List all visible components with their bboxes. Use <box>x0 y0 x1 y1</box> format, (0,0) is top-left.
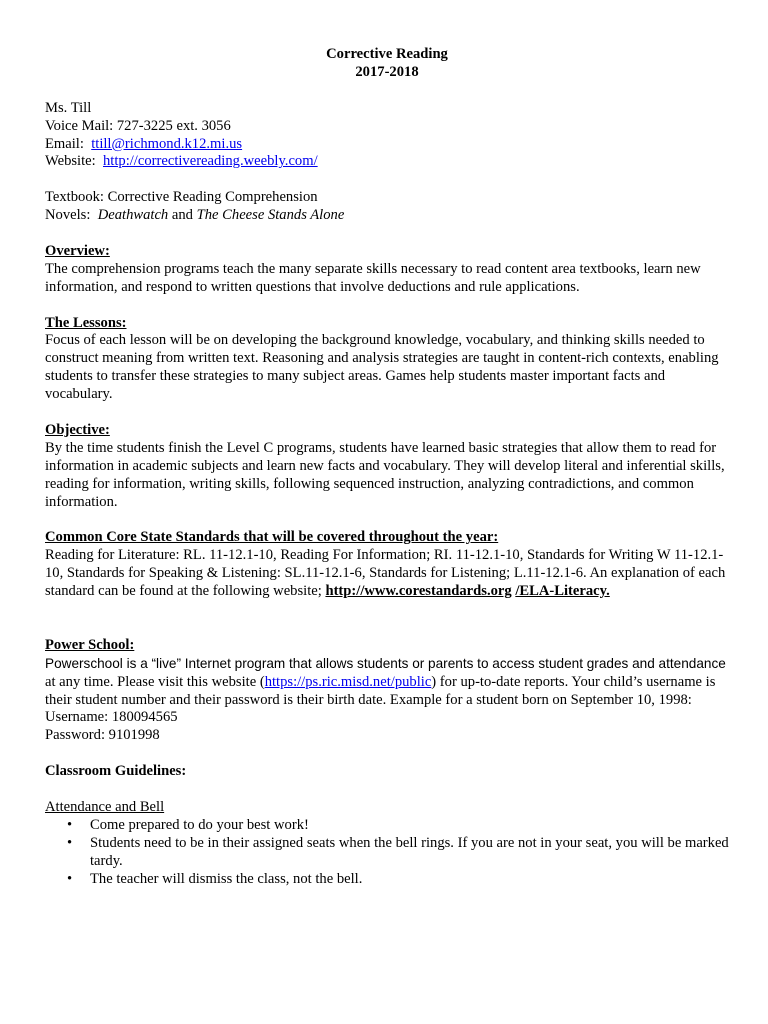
corestandards-link[interactable]: http://www.corestandards.org <box>325 583 512 600</box>
list-item-text: Students need to be in their assigned seats when the bell rings. If you are not in your seat, you will be marked tardy. <box>90 834 729 869</box>
objective-text: By the time students finish the Level C programs, students have learned basic strategies that allow them to read for information in academic subjects and learn new facts and vocabulary. They will develop literal and inferential skills, reading for information, writing skills, following sequenced instruction, analyzing contradictions, and common information. <box>45 439 725 510</box>
email-label: Email: <box>45 135 84 152</box>
list-item <box>45 871 729 889</box>
novel-cheese-stands-alone: The Cheese Stands Alone <box>196 207 345 224</box>
website-link[interactable]: http://correctivereading.weebly.com/ <box>103 153 318 170</box>
bullet-icon: • <box>67 834 73 851</box>
username-line: Username: 180094565 <box>45 709 178 726</box>
lessons-text: Focus of each lesson will be on developing the background knowledge, vocabulary, and thinking skills needed to construct meaning from written text. Reasoning and analysis strategies are taught in content-rich contexts, enabling students to transfer these strategies to many subject areas. Games help students master important facts and vocabulary. <box>45 332 719 403</box>
attendance-subheading: Attendance and Bell <box>45 798 165 815</box>
guidelines-list <box>45 817 729 889</box>
objective-heading: Objective: <box>45 421 110 438</box>
website-line <box>45 153 729 171</box>
powerschool-link[interactable]: https://ps.ric.misd.net/public <box>264 673 432 690</box>
email-link[interactable]: ttill@richmond.k12.mi.us <box>91 135 243 152</box>
novels-label: Novels: <box>45 207 91 224</box>
website-label: Website: <box>45 153 96 170</box>
list-item-text: The teacher will dismiss the class, not the bell. <box>90 870 363 887</box>
ela-literacy-link[interactable]: /ELA-Literacy. <box>515 583 610 600</box>
novels-and: and <box>171 207 193 224</box>
powerschool-intro: Powerschool is a “live” Internet program that allows students or parents to access student grades and attendance <box>45 655 726 671</box>
list-item-text: Come prepared to do your best work! <box>90 816 309 833</box>
lessons-heading: The Lessons: <box>45 314 127 331</box>
bullet-icon: • <box>67 816 73 833</box>
password-line: Password: 9101998 <box>45 727 160 744</box>
powerschool-heading: Power School: <box>45 636 135 653</box>
textbook-line: Textbook: Corrective Reading Comprehension <box>45 189 318 206</box>
standards-text <box>45 547 729 601</box>
list-item <box>45 835 729 871</box>
voicemail-line: Voice Mail: 727-3225 ext. 3056 <box>45 117 231 134</box>
overview-heading: Overview: <box>45 242 110 259</box>
overview-text: The comprehension programs teach the many separate skills necessary to read content area textbooks, learn new information, and respond to written questions that involve deductions and rule applications. <box>45 260 701 295</box>
novels-line <box>45 207 729 225</box>
novel-deathwatch: Deathwatch <box>97 207 169 224</box>
powerschool-before-link: at any time. Please visit this website ( <box>45 673 265 690</box>
powerschool-text <box>45 655 729 710</box>
list-item <box>45 817 729 835</box>
teacher-name: Ms. Till <box>45 99 92 116</box>
standards-heading: Common Core State Standards that will be covered throughout the year: <box>45 529 499 546</box>
bullet-icon: • <box>67 870 73 887</box>
document-page <box>45 46 729 888</box>
standards-body: Reading for Literature: RL. 11-12.1-10, Reading For Information; RI. 11-12.1-10, Standards for Writing W 11-12.1-10, Standards for Speaking & Listening: SL.11-12.1-6, Standards for Listening; L.11-12.1-6. An explanation of each standard can be found at the following website; <box>45 547 726 600</box>
document-year: 2017-2018 <box>355 63 419 80</box>
guidelines-heading: Classroom Guidelines: <box>45 763 187 780</box>
powerschool-after-link: ) for up-to-date reports. Your child’s username is their student number and their password is their birth date. Example for a student born on September 10, 1998: <box>45 673 716 708</box>
email-line <box>45 136 729 154</box>
document-title: Corrective Reading <box>326 46 448 62</box>
